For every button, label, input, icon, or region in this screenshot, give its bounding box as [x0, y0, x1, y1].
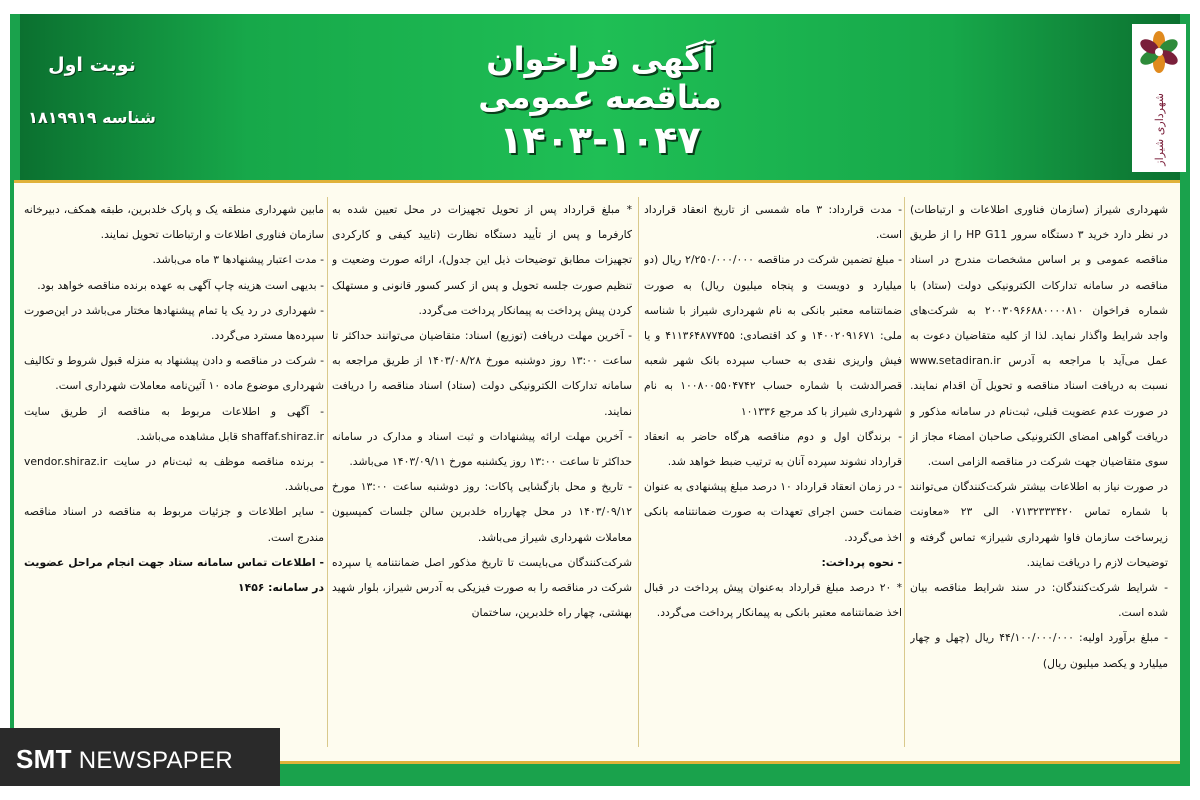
paragraph: - شرکت در مناقصه و دادن پیشنهاد به منزله قبول شروط و تکالیف شهرداری موضوع ماده ۱۰ آئین‌نامه معاملات شهرداری است.	[24, 354, 324, 393]
paragraph: - در زمان انعقاد قرارداد ۱۰ درصد مبلغ پیشنهادی به عنوان ضمانت حسن اجرای تعهدات به صورت ضمانتنامه بانکی اخذ می‌گردد.	[644, 480, 902, 544]
logo-caption: شهرداری شیراز	[1152, 93, 1166, 166]
paragraph: - تاریخ و محل بازگشایی پاکات: روز دوشنبه ساعت ۱۳:۰۰ مورخ ۱۴۰۳/۰۹/۱۲ در محل چهارراه خلدبرین سالن جلسات کمیسیون معاملات شهرداری شیراز می‌باشد.	[332, 480, 632, 544]
paragraph: - نحوه پرداخت:	[821, 555, 902, 569]
paragraph: شرکت‌کنندگان می‌بایست تا تاریخ مذکور اصل ضمانتنامه یا سپرده شرکت در مناقصه را به صورت فیزیکی به آدرس شیراز، بلوار شهید بهشتی، چهار راه خلدبرین، ساختمان	[332, 555, 632, 620]
paragraph: - برندگان اول و دوم مناقصه هرگاه حاضر به انعقاد قرارداد نشوند سپرده آنان به ترتیب ضبط خواهد شد.	[644, 429, 902, 469]
paragraph: * ۲۰ درصد مبلغ قرارداد به‌عنوان پیش پرداخت در قبال اخذ ضمانتنامه معتبر بانکی به پیمانکار پرداخت می‌گردد.	[644, 581, 902, 620]
paragraph: - اطلاعات تماس سامانه ستاد جهت انجام مراحل عضویت در سامانه: ۱۴۵۶	[24, 555, 324, 595]
ad-title: آگهی فراخوان مناقصه عمومی	[478, 40, 722, 116]
paragraph: - آخرین مهلت دریافت (توزیع) اسناد: متقاضیان می‌توانند حداکثر تا ساعت ۱۳:۰۰ روز دوشنبه مورخ ۱۴۰۳/۰۸/۲۸ از طریق مراجعه به سامانه تدارکات الکترونیکی دولت (ستاد) اسناد مناقصه را دریافت نمایند.	[332, 329, 632, 418]
municipality-logo	[1132, 24, 1186, 172]
paragraph: - برنده مناقصه موظف به ثبت‌نام در سایت vendor.shiraz.ir می‌باشد.	[24, 455, 324, 494]
paragraph: - مبلغ تضمین شرکت در مناقصه ۲/۲۵۰/۰۰۰/۰۰۰ ریال (دو میلیارد و دویست و پنجاه میلیون ریال) به صورت ضمانتنامه معتبر بانکی به نام شهرداری شیراز با شناسه ملی: ۱۴۰۰۲۰۹۱۶۷۱ و کد اقتصادی: ۴۱۱۳۶۴۸۷۷۴۵۵ و یا فیش واریزی نقدی به حساب سپرده بانک شهر شعبه قصرالدشت با شماره حساب ۱۰۰۸۰۰۵۵۰۴۷۴۲ به نام شهرداری شیراز با کد مرجع ۱۰۱۳۳۶	[644, 253, 902, 418]
paragraph: مابین شهرداری منطقه یک و پارک خلدبرین، طبقه همکف، دبیرخانه سازمان فناوری اطلاعات و ارتباطات تحویل نمایند.	[24, 203, 324, 242]
column-4	[24, 197, 324, 757]
column-2	[644, 197, 902, 757]
column-divider	[327, 197, 328, 747]
paragraph: - بدیهی است هزینه چاپ آگهی به عهده برنده مناقصه خواهد بود.	[37, 278, 324, 292]
paragraph: - آگهی و اطلاعات مربوط به مناقصه از طریق سایت shaffaf.shiraz.ir قابل مشاهده می‌باشد.	[24, 404, 324, 443]
paragraph: * مبلغ قرارداد پس از تحویل تجهیزات در محل تعیین شده به کارفرما و پس از تأیید دستگاه نظارت (تایید کیفی و کارکردی تجهیزات مطابق توضیحات ذیل این جدول)، ارائه صورت وضعیت و تنظیم صورت جلسه تحویل و پس از کسر کسور قانونی و مستهلک کردن پیش پرداخت به پیمانکار پرداخت می‌گردد.	[332, 203, 632, 317]
paragraph: - مدت اعتبار پیشنهادها ۳ ماه می‌باشد.	[152, 253, 324, 267]
newspaper-watermark	[16, 744, 233, 775]
paragraph: - سایر اطلاعات و جزئیات مربوط به مناقصه در اسناد مناقصه مندرج است.	[24, 505, 324, 544]
paragraph: شهرداری شیراز (سازمان فناوری اطلاعات و ارتباطات) در نظر دارد خرید ۳ دستگاه سرور HP G11 را از طریق مناقصه عمومی و بر اساس مشخصات مندرج در اسناد مناقصه در سامانه تدارکات الکترونیکی دولت (ستاد) با شماره فراخوان ۲۰۰۳۰۹۶۶۸۸۰۰۰۰۸۱۰ به شرکت‌های واجد شرایط واگذار نماید. لذا از کلیه متقاضیان دعوت به عمل می‌آید با مراجعه به آدرس www.setadiran.ir نسبت به دریافت اسناد مناقصه و تحویل آن اقدام نمایند. در صورت عدم عضویت قبلی، ثبت‌نام در سامانه مذکور و دریافت گواهی امضای الکترونیکی صاحبان امضاء مجاز از سوی متقاضیان جهت شرکت در مناقصه الزامی است.	[910, 203, 1168, 469]
column-3	[332, 197, 632, 757]
paragraph: - آخرین مهلت ارائه پیشنهادات و ثبت اسناد و مدارک در سامانه حداکثر تا ساعت ۱۳:۰۰ روز یکشنبه مورخ ۱۴۰۳/۰۹/۱۱ می‌باشد.	[332, 429, 632, 469]
paragraph: - مبلغ برآورد اولیه: ۴۴/۱۰۰/۰۰۰/۰۰۰ ریال (چهل و چهار میلیارد و یکصد میلیون ریال)	[910, 631, 1168, 670]
ad-id-code: شناسه ۱۸۱۹۹۱۹	[28, 108, 156, 127]
column-1	[910, 197, 1168, 757]
paragraph: - مدت قرارداد: ۳ ماه شمسی از تاریخ انعقاد قرارداد است.	[644, 203, 902, 242]
column-divider	[638, 197, 639, 747]
paragraph: - شهرداری در رد یک یا تمام پیشنهادها مختار می‌باشد در این‌صورت سپرده‌ها مسترد می‌گردد.	[24, 303, 324, 343]
publication-turn: نوبت اول	[48, 54, 136, 76]
ad-body	[14, 180, 1180, 764]
column-divider	[904, 197, 905, 747]
brand-part-1: SMT	[16, 744, 72, 774]
flower-logo-icon	[1137, 30, 1181, 74]
paragraph: - شرایط شرکت‌کنندگان: در سند شرایط مناقصه بیان شده است.	[910, 581, 1168, 620]
paragraph: در صورت نیاز به اطلاعات بیشتر شرکت‌کنندگان می‌توانند با شماره تماس ۰۷۱۳۲۳۳۳۴۲۰ الی ۲۳ «معاونت زیرساخت سازمان فاوا شهرداری شیراز» تماس گرفته و توضیحات لازم را دریافت نمایند.	[910, 480, 1168, 569]
brand-part-2: NEWSPAPER	[71, 747, 234, 774]
tender-number: ۱۴۰۳-۱۰۴۷	[499, 118, 701, 162]
